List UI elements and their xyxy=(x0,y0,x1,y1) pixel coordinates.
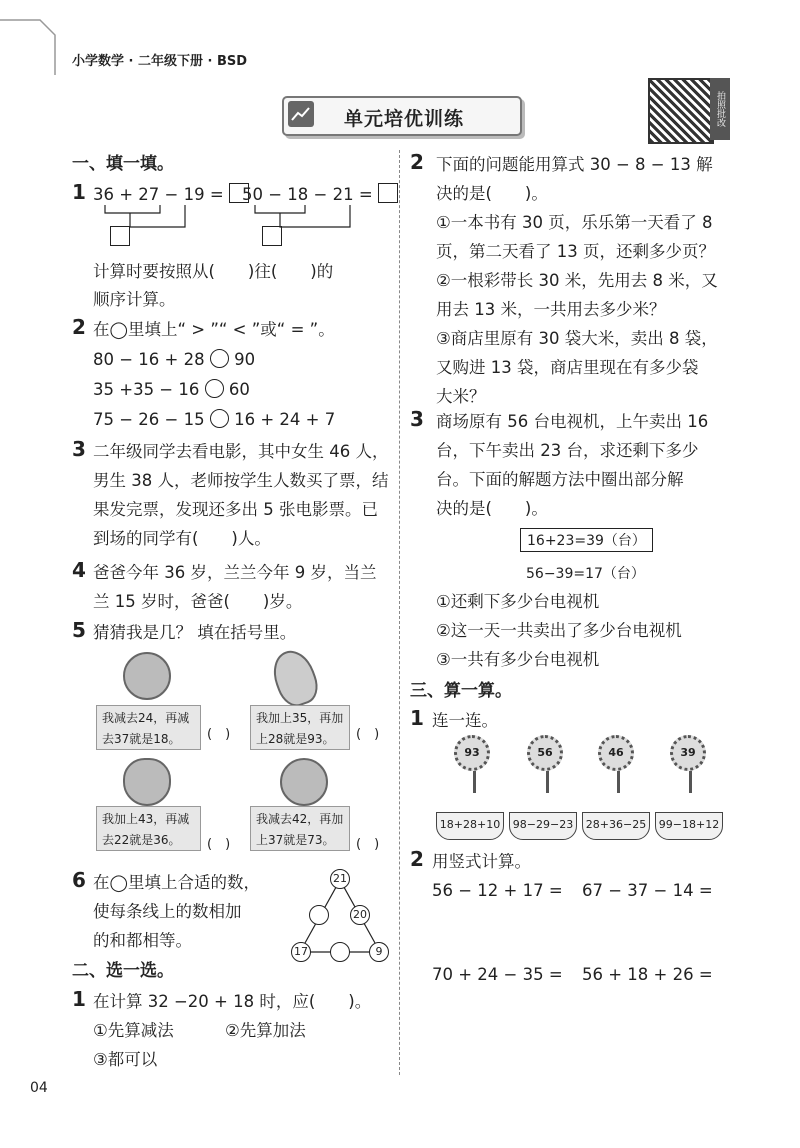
qr-code[interactable] xyxy=(648,78,714,144)
compare-circle[interactable] xyxy=(210,349,229,368)
section-3-title: 三、算一算。 xyxy=(410,681,512,701)
riddle-card: 我减去24，再减 去37就是18。 xyxy=(96,705,201,750)
intermediate-box[interactable] xyxy=(110,226,130,246)
q3-line: 到场的同学有( )人。 xyxy=(93,529,271,548)
basket-expression[interactable]: 28+36−25 xyxy=(582,812,650,840)
question-number: 2 xyxy=(410,847,424,871)
question-number: 2 xyxy=(410,150,424,174)
circled-equation: 16+23=39（台） xyxy=(520,528,653,552)
bracket-lines xyxy=(100,205,400,255)
option[interactable]: ①先算减法 xyxy=(93,1021,174,1040)
triangle-node-top: 21 xyxy=(330,869,350,889)
basket-expression[interactable]: 98−29−23 xyxy=(509,812,577,840)
flower-icon[interactable]: 56 xyxy=(527,735,563,771)
option-line[interactable]: ①一本书有 30 页，乐乐第一天看了 8 xyxy=(436,213,713,232)
option[interactable]: ②这一天一共卖出了多少台电视机 xyxy=(436,621,682,640)
option-line[interactable]: ③商店里原有 30 袋大米，卖出 8 袋， xyxy=(436,329,718,348)
riddle-card: 我加上43，再减 去22就是36。 xyxy=(96,806,201,851)
option[interactable]: ③一共有多少台电视机 xyxy=(436,650,600,669)
compare-right: 90 xyxy=(234,350,256,369)
s2q2-line: 决的是( )。 xyxy=(436,184,548,203)
question-number: 1 xyxy=(72,180,86,204)
question-number: 3 xyxy=(72,437,86,461)
book-title: 小学数学 · 二年级下册 · BSD xyxy=(72,54,248,69)
answer-paren[interactable]: ( ) xyxy=(356,727,380,742)
apple-icon xyxy=(123,652,171,700)
banana-icon xyxy=(267,645,324,711)
option-line[interactable]: ②一根彩带长 30 米，先用去 8 米，又 xyxy=(436,271,718,290)
banner-title: 单元培优训练 xyxy=(344,108,465,130)
q5-prompt: 猜猜我是几？ 填在括号里。 xyxy=(93,623,297,642)
answer-paren[interactable]: ( ) xyxy=(207,837,231,852)
flower-icon[interactable]: 39 xyxy=(670,735,706,771)
option-line: 又购进 13 袋，商店里现在有多少袋 xyxy=(436,358,699,377)
orange-icon xyxy=(280,758,328,806)
question-number: 1 xyxy=(72,987,86,1011)
question-number: 2 xyxy=(72,315,86,339)
q1-text-line: 计算时要按照从( )往( )的 xyxy=(93,262,334,281)
compare-left: 35 +35 − 16 xyxy=(93,380,200,399)
expression-2: 50 − 18 − 21 = xyxy=(242,185,373,204)
triangle-node-empty[interactable] xyxy=(330,942,350,962)
triangle-node-empty[interactable] xyxy=(309,905,329,925)
option-line: 大米？ xyxy=(436,387,486,406)
s2q3-line: 台，下午卖出 23 台，求还剩下多少 xyxy=(436,441,699,460)
compare-circle[interactable] xyxy=(205,379,224,398)
answer-box[interactable] xyxy=(378,183,398,203)
section-1-title: 一、填一填。 xyxy=(72,154,174,174)
q3-line: 男生 38 人，老师按学生人数买了票，结 xyxy=(93,471,389,490)
vertical-calc-expression: 56 + 18 + 26 = xyxy=(582,965,713,984)
question-number: 4 xyxy=(72,558,86,582)
riddle-card: 我加上35，再加 上28就是93。 xyxy=(250,705,350,750)
triangle-node-bottom-left: 17 xyxy=(291,942,311,962)
q3-line: 果发完票，发现还多出 5 张电影票。已 xyxy=(93,500,378,519)
basket-expression[interactable]: 99−18+12 xyxy=(655,812,723,840)
q6-line: 在◯里填上合适的数， xyxy=(93,873,260,892)
question-number: 5 xyxy=(72,618,86,642)
option[interactable]: ③都可以 xyxy=(93,1050,158,1069)
flower-stem xyxy=(473,771,476,793)
intermediate-box[interactable] xyxy=(262,226,282,246)
flower-stem xyxy=(617,771,620,793)
answer-paren[interactable]: ( ) xyxy=(356,837,380,852)
s2q3-line: 商场原有 56 台电视机，上午卖出 16 xyxy=(436,412,709,431)
flower-icon[interactable]: 93 xyxy=(454,735,490,771)
equation: 56−39=17（台） xyxy=(526,566,645,582)
compare-circle[interactable] xyxy=(210,409,229,428)
qr-label: 拍照批改 xyxy=(710,78,730,140)
flower-icon[interactable]: 46 xyxy=(598,735,634,771)
question-number: 6 xyxy=(72,868,86,892)
option[interactable]: ①还剩下多少台电视机 xyxy=(436,592,600,611)
compare-left: 75 − 26 − 15 xyxy=(93,410,205,429)
q4-line: 爸爸今年 36 岁，兰兰今年 9 岁，当兰 xyxy=(93,563,377,582)
pear-icon xyxy=(123,758,171,806)
column-divider xyxy=(399,150,401,1075)
compare-left: 80 − 16 + 28 xyxy=(93,350,205,369)
vertical-calc-expression: 67 − 37 − 14 = xyxy=(582,881,713,900)
q2-prompt: 在◯里填上“ > ”“ < ”或“ = ”。 xyxy=(93,320,335,339)
s3q1-prompt: 连一连。 xyxy=(432,711,498,730)
triangle-node-bottom-right: 9 xyxy=(369,942,389,962)
expression-1: 36 + 27 − 19 = xyxy=(93,185,224,204)
q6-line: 使每条线上的数相加 xyxy=(93,902,242,921)
answer-paren[interactable]: ( ) xyxy=(207,727,231,742)
question-number: 3 xyxy=(410,407,424,431)
option[interactable]: ②先算加法 xyxy=(225,1021,306,1040)
question-number: 1 xyxy=(410,706,424,730)
vertical-calc-expression: 70 + 24 − 35 = xyxy=(432,965,563,984)
basket-expression[interactable]: 18+28+10 xyxy=(436,812,504,840)
compare-right: 16 + 24 + 7 xyxy=(234,410,336,429)
option-line: 页，第二天看了 13 页，还剩多少页？ xyxy=(436,242,715,261)
page-corner-decoration xyxy=(0,0,60,75)
page-number: 04 xyxy=(30,1080,48,1096)
q3-line: 二年级同学去看电影，其中女生 46 人， xyxy=(93,442,389,461)
s3q2-prompt: 用竖式计算。 xyxy=(432,852,531,871)
option-line: 用去 13 米，一共用去多少米？ xyxy=(436,300,666,319)
s2q3-line: 台。下面的解题方法中圈出部分解 xyxy=(436,470,684,489)
flower-stem xyxy=(689,771,692,793)
compare-right: 60 xyxy=(228,380,250,399)
s2q3-line: 决的是( )。 xyxy=(436,499,548,518)
triangle-node-right: 20 xyxy=(350,905,370,925)
s2q2-line: 下面的问题能用算式 30 − 8 − 13 解 xyxy=(436,155,713,174)
chart-icon xyxy=(288,101,314,127)
vertical-calc-expression: 56 − 12 + 17 = xyxy=(432,881,563,900)
riddle-card: 我减去42，再加 上37就是73。 xyxy=(250,806,350,851)
q4-line: 兰 15 岁时，爸爸( )岁。 xyxy=(93,592,303,611)
section-2-title: 二、选一选。 xyxy=(72,961,174,981)
flower-stem xyxy=(546,771,549,793)
unit-banner xyxy=(282,96,522,136)
s2q1-prompt: 在计算 32 −20 + 18 时，应( )。 xyxy=(93,992,372,1011)
q1-text-line: 顺序计算。 xyxy=(93,290,176,309)
q6-line: 的和都相等。 xyxy=(93,931,192,950)
